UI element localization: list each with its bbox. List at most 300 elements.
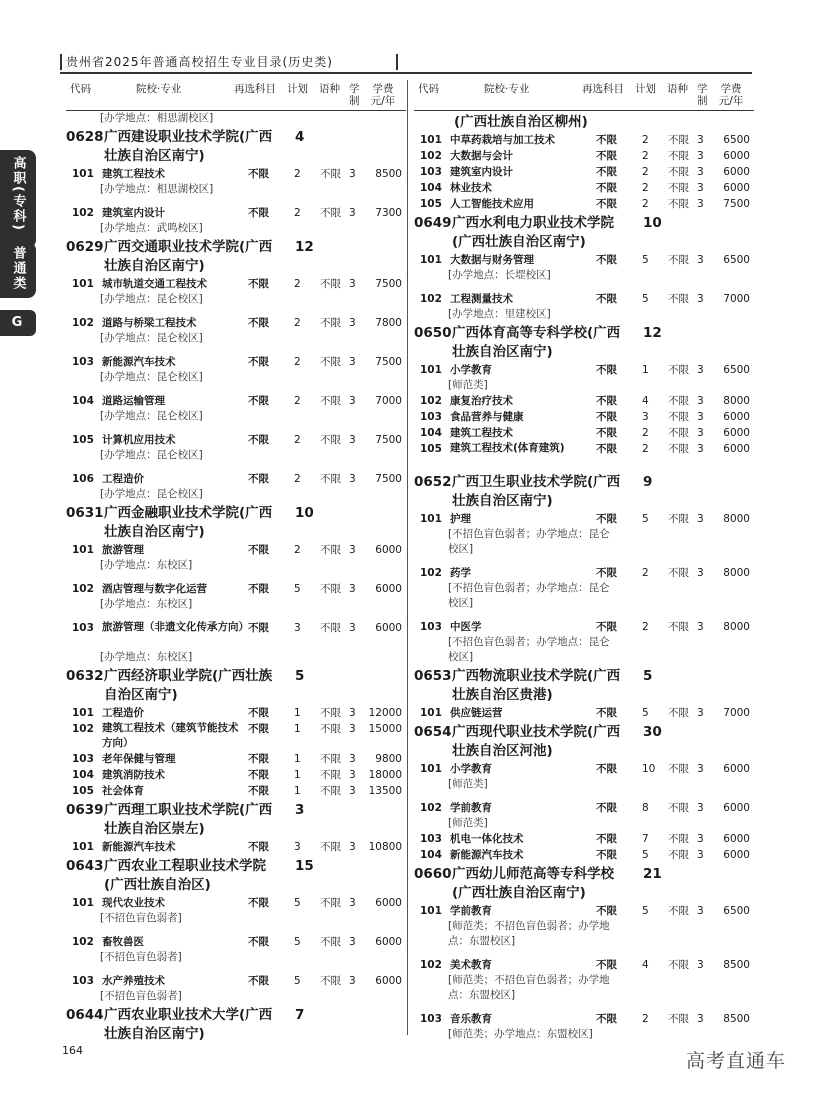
tuition: 6000 bbox=[375, 622, 402, 634]
years: 3 bbox=[349, 168, 356, 180]
language: 不限 bbox=[320, 785, 341, 797]
subject-req: 不限 bbox=[248, 785, 269, 797]
major-note: [办学地点：昆仑校区] bbox=[100, 332, 203, 344]
language: 不限 bbox=[668, 182, 689, 194]
plan-count: 2 bbox=[642, 621, 649, 633]
major-code: 101 bbox=[72, 168, 94, 180]
major-code: 104 bbox=[72, 769, 94, 781]
language: 不限 bbox=[668, 293, 689, 305]
school-plan-total: 3 bbox=[295, 802, 305, 818]
years: 3 bbox=[697, 411, 704, 423]
subject-req: 不限 bbox=[596, 395, 617, 407]
header-fee: 学费元/年 bbox=[718, 83, 744, 107]
major-row bbox=[66, 166, 406, 182]
years: 3 bbox=[349, 841, 356, 853]
header-lang: 语种 bbox=[667, 83, 688, 95]
school-code: 0628 bbox=[66, 129, 104, 145]
major-row bbox=[414, 619, 754, 635]
major-row bbox=[66, 542, 406, 558]
tuition: 6000 bbox=[723, 833, 750, 845]
major-name: 现代农业技术 bbox=[102, 897, 165, 909]
subject-req: 不限 bbox=[248, 395, 269, 407]
language: 不限 bbox=[320, 278, 341, 290]
major-note: [不招色盲色弱者；办学地点：昆仑校区] bbox=[448, 636, 610, 663]
years: 3 bbox=[697, 198, 704, 210]
subject-req: 不限 bbox=[596, 293, 617, 305]
major-row bbox=[414, 196, 754, 212]
major-name: 林业技术 bbox=[450, 182, 492, 194]
major-row bbox=[66, 471, 406, 487]
tuition: 7500 bbox=[375, 278, 402, 290]
years: 3 bbox=[697, 905, 704, 917]
tuition: 6000 bbox=[375, 975, 402, 987]
tuition: 6000 bbox=[723, 411, 750, 423]
major-row bbox=[66, 393, 406, 409]
language: 不限 bbox=[668, 849, 689, 861]
header-underline bbox=[60, 72, 752, 74]
school-plan-total: 5 bbox=[295, 668, 305, 684]
school-heading bbox=[66, 1006, 406, 1040]
plan-count: 2 bbox=[642, 182, 649, 194]
major-code: 102 bbox=[420, 395, 442, 407]
years: 3 bbox=[697, 1013, 704, 1025]
school-plan-total: 7 bbox=[295, 1007, 305, 1023]
subject-req: 不限 bbox=[596, 150, 617, 162]
plan-count: 4 bbox=[642, 959, 649, 971]
major-name: 道路与桥梁工程技术 bbox=[102, 317, 197, 329]
major-row bbox=[414, 1011, 754, 1027]
subject-req: 不限 bbox=[248, 473, 269, 485]
major-row bbox=[414, 409, 754, 425]
continued-note: [办学地点：相思湖校区] bbox=[100, 112, 214, 124]
major-note: [办学地点：相思湖校区] bbox=[100, 183, 214, 195]
years: 3 bbox=[697, 959, 704, 971]
major-name: 护理 bbox=[450, 513, 471, 525]
major-name: 建筑消防技术 bbox=[102, 769, 165, 781]
years: 3 bbox=[349, 975, 356, 987]
catalog-title: 贵州省2025年普通高校招生专业目录(历史类) bbox=[66, 55, 333, 69]
plan-count: 5 bbox=[642, 254, 649, 266]
major-name: 建筑室内设计 bbox=[102, 207, 165, 219]
subject-req: 不限 bbox=[596, 621, 617, 633]
language: 不限 bbox=[668, 1013, 689, 1025]
school-heading bbox=[414, 214, 754, 252]
subject-req: 不限 bbox=[248, 707, 269, 719]
tuition: 6000 bbox=[723, 802, 750, 814]
tuition: 8500 bbox=[375, 168, 402, 180]
major-name: 学前教育 bbox=[450, 802, 492, 814]
tuition: 13500 bbox=[368, 785, 402, 797]
major-name: 康复治疗技术 bbox=[450, 395, 513, 407]
plan-count: 2 bbox=[294, 278, 301, 290]
language: 不限 bbox=[320, 723, 341, 735]
school-heading bbox=[414, 473, 754, 511]
subject-req: 不限 bbox=[596, 198, 617, 210]
subject-req: 不限 bbox=[248, 583, 269, 595]
header-rule-right bbox=[396, 54, 398, 70]
years: 3 bbox=[697, 833, 704, 845]
years: 3 bbox=[349, 434, 356, 446]
tuition: 9800 bbox=[375, 753, 402, 765]
years: 3 bbox=[697, 567, 704, 579]
watermark: 高考直通车 bbox=[686, 1050, 787, 1072]
school-name: 广西经济职业学院(广西壮族自治区南宁) bbox=[104, 668, 273, 703]
years: 3 bbox=[349, 544, 356, 556]
major-note: [师范类；不招色盲色弱者；办学地点：东盟校区] bbox=[448, 974, 610, 1001]
tuition: 8500 bbox=[723, 959, 750, 971]
school-name: 广西现代职业技术学院(广西壮族自治区河池) bbox=[452, 724, 621, 759]
plan-count: 2 bbox=[642, 443, 649, 455]
plan-count: 5 bbox=[294, 975, 301, 987]
plan-count: 7 bbox=[642, 833, 649, 845]
language: 不限 bbox=[320, 207, 341, 219]
major-row bbox=[66, 839, 406, 855]
tuition: 6500 bbox=[723, 364, 750, 376]
school-name: (广西壮族自治区柳州) bbox=[454, 114, 588, 130]
years: 3 bbox=[349, 936, 356, 948]
plan-count: 2 bbox=[294, 434, 301, 446]
major-code: 101 bbox=[420, 707, 442, 719]
major-name: 建筑工程技术 bbox=[102, 168, 165, 180]
tuition: 7500 bbox=[375, 356, 402, 368]
years: 3 bbox=[697, 166, 704, 178]
plan-count: 5 bbox=[642, 905, 649, 917]
header-plan: 计划 bbox=[287, 83, 308, 95]
years: 3 bbox=[349, 473, 356, 485]
language: 不限 bbox=[668, 134, 689, 146]
plan-count: 2 bbox=[642, 198, 649, 210]
major-code: 103 bbox=[72, 622, 94, 634]
major-row bbox=[414, 291, 754, 307]
major-code: 101 bbox=[72, 897, 94, 909]
major-note: [办学地点：长堽校区] bbox=[448, 269, 551, 281]
subject-req: 不限 bbox=[248, 434, 269, 446]
language: 不限 bbox=[668, 198, 689, 210]
tuition: 7500 bbox=[375, 434, 402, 446]
language: 不限 bbox=[668, 763, 689, 775]
subject-req: 不限 bbox=[596, 707, 617, 719]
plan-count: 2 bbox=[642, 427, 649, 439]
tuition: 6500 bbox=[723, 905, 750, 917]
major-code: 102 bbox=[72, 583, 94, 595]
years: 3 bbox=[697, 849, 704, 861]
major-name: 水产养殖技术 bbox=[102, 975, 165, 987]
language: 不限 bbox=[320, 841, 341, 853]
continued-rows bbox=[414, 132, 754, 212]
major-note: [师范类；办学地点：东盟校区] bbox=[448, 1028, 593, 1040]
years: 3 bbox=[697, 150, 704, 162]
major-name: 工程造价 bbox=[102, 473, 144, 485]
plan-count: 10 bbox=[642, 763, 656, 775]
subject-req: 不限 bbox=[596, 254, 617, 266]
language: 不限 bbox=[668, 905, 689, 917]
major-name: 小学教育 bbox=[450, 763, 492, 775]
years: 3 bbox=[349, 785, 356, 797]
plan-count: 5 bbox=[642, 293, 649, 305]
plan-count: 2 bbox=[294, 473, 301, 485]
years: 3 bbox=[349, 583, 356, 595]
major-row bbox=[414, 903, 754, 919]
tuition: 6000 bbox=[375, 544, 402, 556]
major-code: 102 bbox=[72, 936, 94, 948]
major-note: [不招色盲色弱者] bbox=[100, 951, 182, 963]
column-header bbox=[414, 80, 754, 111]
subject-req: 不限 bbox=[596, 411, 617, 423]
years: 3 bbox=[697, 621, 704, 633]
school-heading bbox=[66, 238, 406, 276]
years: 3 bbox=[697, 763, 704, 775]
subject-req: 不限 bbox=[248, 936, 269, 948]
subject-req: 不限 bbox=[596, 364, 617, 376]
tuition: 12000 bbox=[368, 707, 402, 719]
school-code: 0650 bbox=[414, 325, 452, 341]
school-plan-total: 21 bbox=[643, 866, 662, 882]
major-code: 101 bbox=[72, 278, 94, 290]
major-code: 102 bbox=[420, 959, 442, 971]
years: 3 bbox=[697, 513, 704, 525]
major-name: 酒店管理与数字化运营 bbox=[102, 583, 207, 595]
major-name: 社会体育 bbox=[102, 785, 144, 797]
language: 不限 bbox=[668, 833, 689, 845]
header-subject: 再选科目 bbox=[234, 83, 276, 95]
major-code: 101 bbox=[420, 364, 442, 376]
plan-count: 5 bbox=[642, 849, 649, 861]
years: 3 bbox=[349, 723, 356, 735]
right-column bbox=[414, 80, 754, 1040]
major-row bbox=[66, 205, 406, 221]
school-heading bbox=[414, 324, 754, 362]
major-code: 105 bbox=[72, 785, 94, 797]
school-section bbox=[414, 723, 754, 863]
years: 3 bbox=[349, 897, 356, 909]
major-row bbox=[414, 441, 754, 471]
major-row bbox=[414, 565, 754, 581]
school-section bbox=[414, 324, 754, 471]
school-name: 广西物流职业技术学院(广西壮族自治区贵港) bbox=[452, 668, 621, 703]
major-name: 供应链运营 bbox=[450, 707, 503, 719]
major-row bbox=[66, 705, 406, 721]
school-code: 0631 bbox=[66, 505, 104, 521]
language: 不限 bbox=[320, 936, 341, 948]
major-note: [师范类] bbox=[448, 379, 488, 391]
major-code: 104 bbox=[420, 849, 442, 861]
major-note: [不招色盲色弱者] bbox=[100, 912, 182, 924]
years: 3 bbox=[349, 707, 356, 719]
major-row bbox=[414, 252, 754, 268]
major-row bbox=[66, 934, 406, 950]
major-row bbox=[66, 620, 406, 650]
subject-req: 不限 bbox=[596, 849, 617, 861]
tuition: 18000 bbox=[368, 769, 402, 781]
subject-req: 不限 bbox=[596, 763, 617, 775]
years: 3 bbox=[349, 278, 356, 290]
school-heading bbox=[66, 128, 406, 166]
subject-req: 不限 bbox=[248, 841, 269, 853]
subject-req: 不限 bbox=[248, 897, 269, 909]
school-plan-total: 15 bbox=[295, 858, 314, 874]
major-row bbox=[66, 783, 406, 799]
major-row bbox=[414, 957, 754, 973]
major-note: [办学地点：昆仑校区] bbox=[100, 488, 203, 500]
school-heading bbox=[414, 667, 754, 705]
school-heading bbox=[66, 667, 406, 705]
major-row bbox=[414, 425, 754, 441]
major-note: [办学地点：里建校区] bbox=[448, 308, 551, 320]
years: 3 bbox=[349, 622, 356, 634]
school-section bbox=[66, 128, 406, 236]
school-heading bbox=[66, 857, 406, 895]
major-row bbox=[66, 973, 406, 989]
tuition: 6000 bbox=[723, 849, 750, 861]
years: 3 bbox=[697, 395, 704, 407]
tuition: 6000 bbox=[375, 897, 402, 909]
tuition: 6000 bbox=[723, 443, 750, 455]
header-subject: 再选科目 bbox=[582, 83, 624, 95]
school-section bbox=[66, 238, 406, 502]
plan-count: 2 bbox=[642, 150, 649, 162]
major-code: 102 bbox=[420, 293, 442, 305]
major-code: 102 bbox=[72, 207, 94, 219]
school-code: 0629 bbox=[66, 239, 104, 255]
major-note: [办学地点：武鸣校区] bbox=[100, 222, 203, 234]
tuition: 6000 bbox=[723, 427, 750, 439]
subject-req: 不限 bbox=[596, 134, 617, 146]
header-lang: 语种 bbox=[319, 83, 340, 95]
subject-req: 不限 bbox=[596, 1013, 617, 1025]
major-code: 101 bbox=[420, 763, 442, 775]
major-row bbox=[66, 432, 406, 448]
major-name: 新能源汽车技术 bbox=[450, 849, 524, 861]
plan-count: 2 bbox=[294, 317, 301, 329]
major-code: 106 bbox=[72, 473, 94, 485]
school-heading-continued bbox=[414, 113, 754, 132]
language: 不限 bbox=[668, 513, 689, 525]
subject-req: 不限 bbox=[248, 769, 269, 781]
tuition: 8000 bbox=[723, 621, 750, 633]
school-code: 0644 bbox=[66, 1007, 104, 1023]
tab-gaozhi: 高职(专科) bbox=[0, 150, 36, 248]
major-row bbox=[414, 761, 754, 777]
school-plan-total: 9 bbox=[643, 474, 653, 490]
years: 3 bbox=[349, 769, 356, 781]
plan-count: 1 bbox=[294, 723, 301, 735]
subject-req: 不限 bbox=[596, 905, 617, 917]
major-name: 大数据与会计 bbox=[450, 150, 513, 162]
major-code: 101 bbox=[420, 905, 442, 917]
tuition: 6000 bbox=[723, 182, 750, 194]
plan-count: 3 bbox=[294, 622, 301, 634]
major-code: 105 bbox=[420, 443, 442, 455]
school-code: 0639 bbox=[66, 802, 104, 818]
subject-req: 不限 bbox=[248, 622, 269, 634]
years: 3 bbox=[697, 134, 704, 146]
major-code: 101 bbox=[72, 841, 94, 853]
major-name: 美术教育 bbox=[450, 959, 492, 971]
major-row bbox=[66, 354, 406, 370]
years: 3 bbox=[697, 182, 704, 194]
tuition: 10800 bbox=[368, 841, 402, 853]
language: 不限 bbox=[320, 356, 341, 368]
subject-req: 不限 bbox=[248, 753, 269, 765]
tuition: 7000 bbox=[723, 707, 750, 719]
subject-req: 不限 bbox=[248, 168, 269, 180]
major-row bbox=[66, 276, 406, 292]
major-note: [办学地点：东校区] bbox=[100, 651, 193, 663]
major-note: [不招色盲色弱者；办学地点：昆仑校区] bbox=[448, 528, 610, 555]
school-heading bbox=[414, 865, 754, 903]
language: 不限 bbox=[320, 707, 341, 719]
language: 不限 bbox=[668, 567, 689, 579]
major-row bbox=[66, 581, 406, 597]
tuition: 6000 bbox=[375, 583, 402, 595]
tuition: 7500 bbox=[375, 473, 402, 485]
plan-count: 2 bbox=[294, 395, 301, 407]
major-name: 学前教育 bbox=[450, 905, 492, 917]
major-name: 音乐教育 bbox=[450, 1013, 492, 1025]
language: 不限 bbox=[320, 975, 341, 987]
school-section bbox=[66, 667, 406, 799]
major-code: 104 bbox=[72, 395, 94, 407]
subject-req: 不限 bbox=[596, 443, 617, 455]
column-divider bbox=[407, 80, 408, 1035]
plan-count: 3 bbox=[294, 841, 301, 853]
major-code: 105 bbox=[72, 434, 94, 446]
header-rule-left bbox=[60, 54, 62, 70]
tuition: 6000 bbox=[723, 166, 750, 178]
school-name: 广西理工职业技术学院(广西壮族自治区崇左) bbox=[104, 802, 273, 837]
major-name: 食品营养与健康 bbox=[450, 411, 524, 423]
tuition: 7800 bbox=[375, 317, 402, 329]
school-name: 广西金融职业技术学院(广西壮族自治区南宁) bbox=[104, 505, 273, 540]
school-name: 广西体育高等专科学校(广西壮族自治区南宁) bbox=[452, 325, 621, 360]
plan-count: 3 bbox=[642, 411, 649, 423]
plan-count: 2 bbox=[294, 207, 301, 219]
header-sys: 学制 bbox=[349, 83, 360, 107]
major-name: 建筑工程技术(体育建筑) bbox=[450, 442, 565, 454]
subject-req: 不限 bbox=[596, 959, 617, 971]
major-note: [办学地点：昆仑校区] bbox=[100, 293, 203, 305]
major-code: 101 bbox=[72, 544, 94, 556]
tuition: 6000 bbox=[723, 763, 750, 775]
plan-count: 1 bbox=[294, 785, 301, 797]
school-section bbox=[66, 857, 406, 1004]
major-name: 建筑室内设计 bbox=[450, 166, 513, 178]
subject-req: 不限 bbox=[596, 513, 617, 525]
years: 3 bbox=[349, 395, 356, 407]
major-row bbox=[414, 393, 754, 409]
plan-count: 5 bbox=[294, 583, 301, 595]
language: 不限 bbox=[668, 621, 689, 633]
school-code: 0652 bbox=[414, 474, 452, 490]
school-code: 0643 bbox=[66, 858, 104, 874]
plan-count: 5 bbox=[294, 936, 301, 948]
school-name: 广西卫生职业技术学院(广西壮族自治区南宁) bbox=[452, 474, 621, 509]
left-column bbox=[66, 80, 406, 1040]
header-fee: 学费元/年 bbox=[370, 83, 396, 107]
language: 不限 bbox=[668, 166, 689, 178]
language: 不限 bbox=[668, 395, 689, 407]
major-name: 大数据与财务管理 bbox=[450, 254, 534, 266]
major-note: [师范类；不招色盲色弱者；办学地点：东盟校区] bbox=[448, 920, 610, 947]
language: 不限 bbox=[320, 168, 341, 180]
school-code: 0649 bbox=[414, 215, 452, 231]
language: 不限 bbox=[668, 443, 689, 455]
major-name: 道路运输管理 bbox=[102, 395, 165, 407]
major-code: 102 bbox=[420, 150, 442, 162]
years: 3 bbox=[697, 443, 704, 455]
language: 不限 bbox=[668, 427, 689, 439]
language: 不限 bbox=[668, 959, 689, 971]
